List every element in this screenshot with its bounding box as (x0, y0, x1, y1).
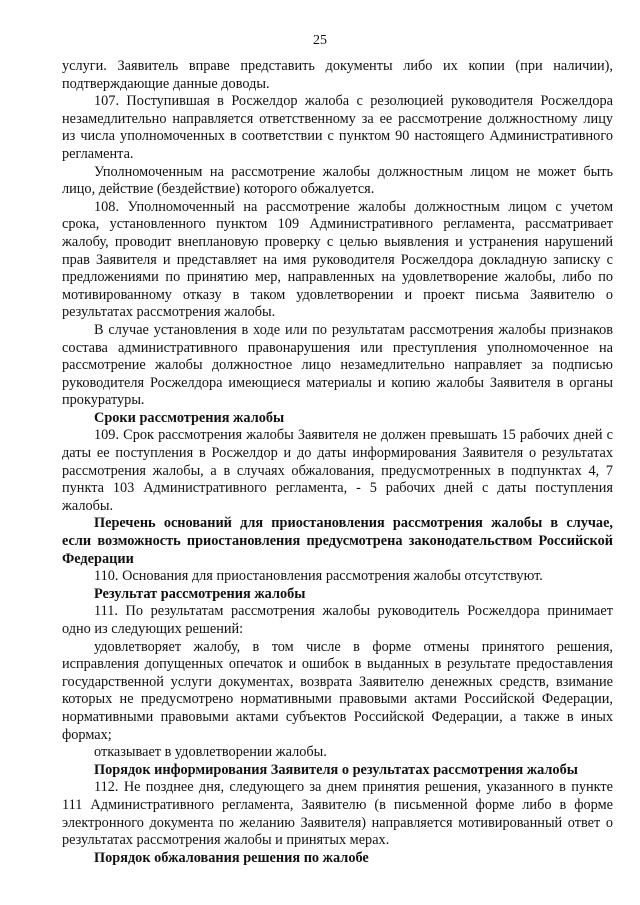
section-heading: Перечень оснований для приостановления рассмотрения жалобы в случае, если возможность приостановления предусмотрена законодательством Российской Федерации (62, 515, 613, 567)
body-paragraph: Уполномоченным на рассмотрение жалобы должностным лицом не может быть лицо, действие (бездействие) которого обжалуется. (62, 163, 613, 198)
body-paragraph: 111. По результатам рассмотрения жалобы руководитель Росжелдора принимает одно из следующих решений: (62, 603, 613, 637)
body-paragraph: удовлетворяет жалобу, в том числе в форме отмены принятого решения, исправления допущенных опечаток и ошибок в выданных в результате предоставления государственной услуги документах, возврата Заявителю денежных средств, взимание которых не предусмотрено нормативными правовыми актами Российской Федерации, нормативными правовыми актами субъектов Российской Федерации, а также в иных формах; (62, 638, 613, 743)
section-heading: Результат рассмотрения жалобы (94, 585, 306, 602)
body-paragraph: 112. Не позднее дня, следующего за днем принятия решения, указанного в пункте 111 Административного регламента, Заявителю (в письменной форме либо в форме электронного документа по желанию Заявителя) направляется мотивированный ответ о результатах рассмотрения жалобы и принятых мерах. (62, 779, 613, 849)
body-paragraph: В случае установления в ходе или по результатам рассмотрения жалобы признаков состава административного правонарушения или преступления уполномоченное на рассмотрение жалобы должностное лицо незамедлительно направляет за подписью руководителя Росжелдора имеющиеся материалы и копию жалобы Заявителя в органы прокуратуры. (62, 321, 613, 409)
body-paragraph: 110. Основания для приостановления рассмотрения жалобы отсутствуют. (94, 568, 543, 585)
body-paragraph: услуги. Заявитель вправе представить документы либо их копии (при наличии), подтверждающие данные доводы. (62, 58, 613, 92)
document-body (62, 58, 613, 867)
body-paragraph: 108. Уполномоченный на рассмотрение жалобы должностным лицом с учетом срока, установленного пунктом 109 Административного регламента, рассматривает жалобу, проводит внеплановую проверку с целью выявления и устранения нарушений прав Заявителя и представляет на имя руководителя Росжелдора докладную записку с предложениями по принятию мер, направленных на удовлетворение жалобы, либо по мотивированному отказу в таком удовлетворении и проект письма Заявителю о результатах рассмотрения жалобы. (62, 198, 613, 321)
body-paragraph: 109. Срок рассмотрения жалобы Заявителя не должен превышать 15 рабочих дней с даты ее поступления в Росжелдор и до даты информирования Заявителя о результатах рассмотрения жалобы, а в случаях обжалования, предусмотренных в подпунктах 4, 7 пункта 103 Административного регламента, - 5 рабочих дней с даты поступления жалобы. (62, 427, 613, 514)
section-heading: Порядок информирования Заявителя о результатах рассмотрения жалобы (94, 761, 578, 778)
section-heading: Сроки рассмотрения жалобы (94, 409, 285, 426)
section-heading: Порядок обжалования решения по жалобе (94, 849, 369, 866)
body-paragraph: отказывает в удовлетворении жалобы. (94, 744, 327, 761)
body-paragraph: 107. Поступившая в Росжелдор жалоба с резолюцией руководителя Росжелдора незамедлительно направляется ответственному за ее рассмотрение должностному лицу из числа уполномоченных в соответствии с пунктом 90 настоящего Административного регламента. (62, 93, 613, 162)
page-number: 25 (313, 33, 327, 48)
